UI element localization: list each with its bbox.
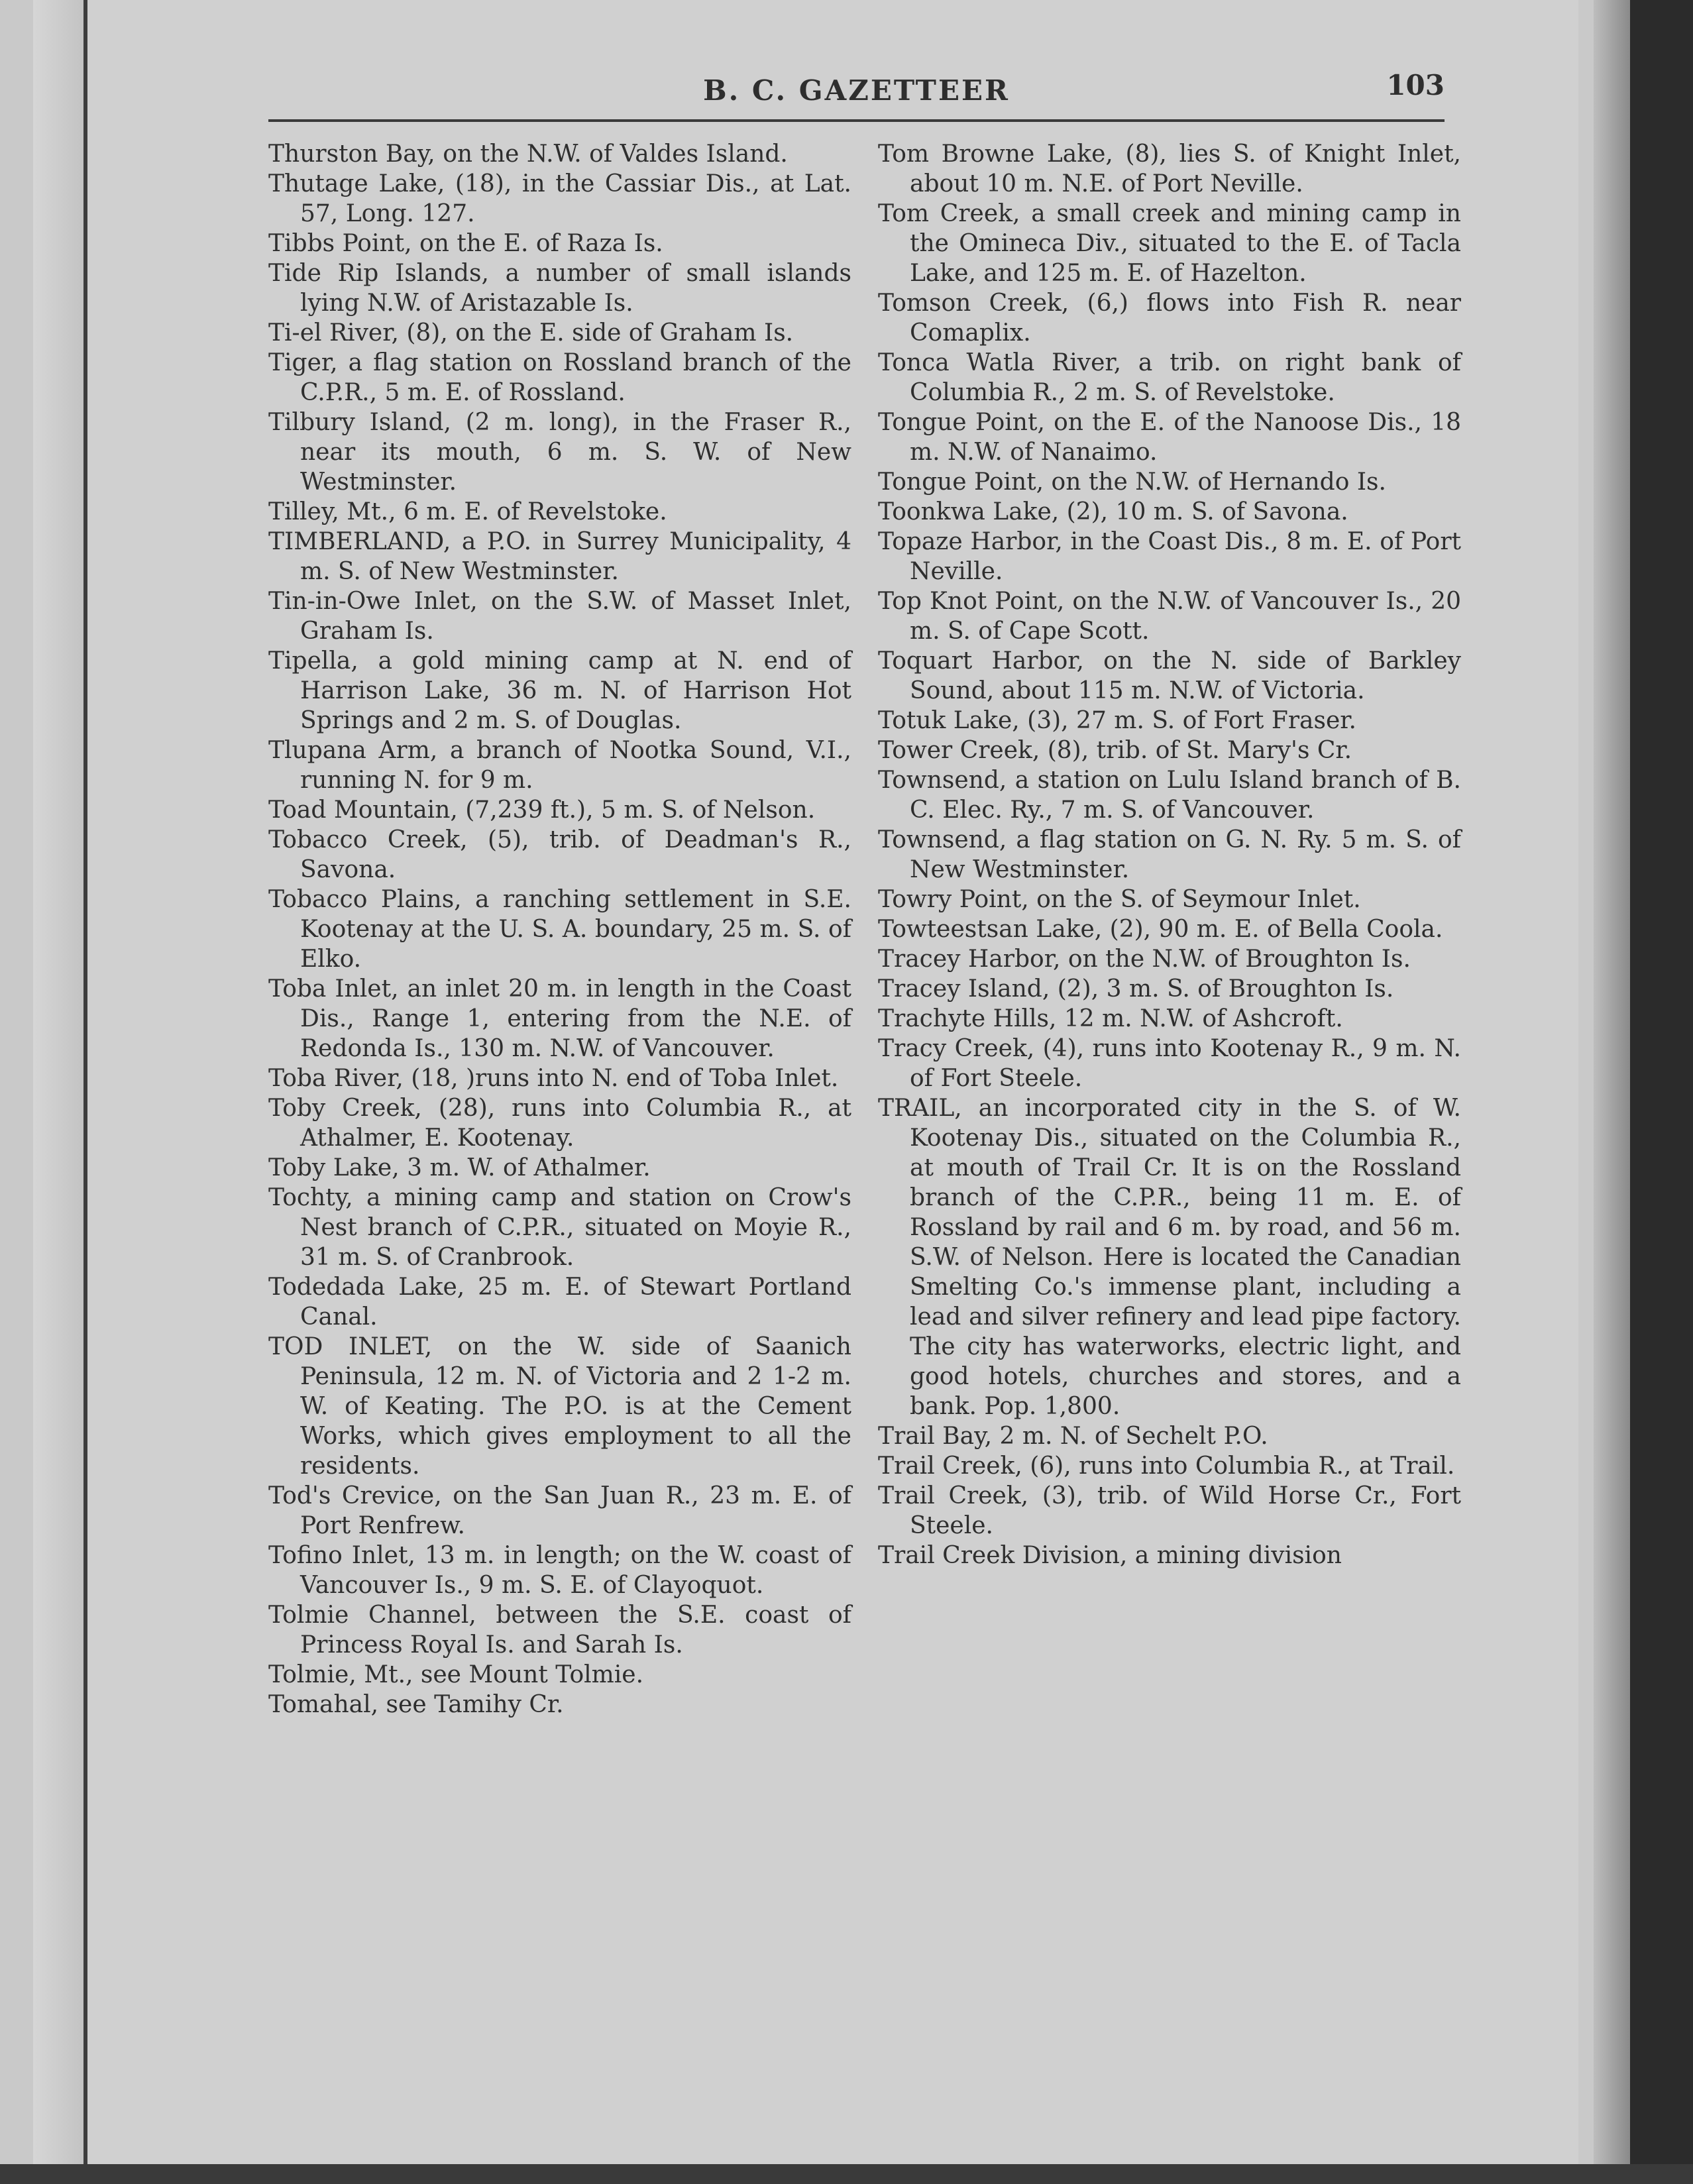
scan-border-bottom — [0, 2164, 1693, 2184]
gazetteer-entry: Townsend, a station on Lulu Island branch of B. C. Elec. Ry., 7 m. S. of Vancouver. — [878, 767, 1461, 824]
gazetteer-entry: Thutage Lake, (18), in the Cassiar Dis., at Lat. 57, Long. 127. — [268, 170, 851, 227]
gazetteer-entry: Tobacco Creek, (5), trib. of Deadman's R., Savona. — [268, 826, 851, 883]
gazetteer-entry: Tofino Inlet, 13 m. in length; on the W. coast of Vancouver Is., 9 m. S. E. of Clayoquot. — [268, 1542, 851, 1599]
gazetteer-entry: Topaze Harbor, in the Coast Dis., 8 m. E. of Port Neville. — [878, 528, 1461, 585]
gazetteer-entry: Totuk Lake, (3), 27 m. S. of Fort Fraser. — [878, 707, 1356, 734]
gazetteer-entry: Trachyte Hills, 12 m. N.W. of Ashcroft. — [878, 1005, 1343, 1032]
gazetteer-entry: Tlupana Arm, a branch of Nootka Sound, V.I., running N. for 9 m. — [268, 737, 851, 794]
gazetteer-entry: TOD INLET, on the W. side of Saanich Peninsula, 12 m. N. of Victoria and 2 1-2 m. W. of Keating. The P.O. is at the Cement Works, which gives employment to all the residents. — [268, 1333, 851, 1480]
gazetteer-entry: Thurston Bay, on the N.W. of Valdes Island. — [268, 140, 788, 168]
gazetteer-entry: Tongue Point, on the E. of the Nanoose Dis., 18 m. N.W. of Nanaimo. — [878, 409, 1461, 466]
gazetteer-entry: Ti-el River, (8), on the E. side of Graham Is. — [268, 319, 794, 347]
gazetteer-entry: Tonca Watla River, a trib. on right bank of Columbia R., 2 m. S. of Revelstoke. — [878, 349, 1461, 406]
gazetteer-entry: Tomson Creek, (6,) flows into Fish R. near Comaplix. — [878, 290, 1461, 347]
gazetteer-entry: Tod's Crevice, on the San Juan R., 23 m. E. of Port Renfrew. — [268, 1482, 851, 1539]
gazetteer-entry: Tipella, a gold mining camp at N. end of Harrison Lake, 36 m. N. of Harrison Hot Springs and 2 m. S. of Douglas. — [268, 647, 851, 734]
gazetteer-entry: Towteestsan Lake, (2), 90 m. E. of Bella Coola. — [878, 916, 1443, 943]
gazetteer-entry: Toby Creek, (28), runs into Columbia R., at Athalmer, E. Kootenay. — [268, 1095, 851, 1152]
gazetteer-entry: Toba River, (18, )runs into N. end of Toba Inlet. — [268, 1065, 839, 1092]
page-title: B. C. GAZETTEER — [703, 74, 1010, 107]
gazetteer-entry: Tracy Creek, (4), runs into Kootenay R., 9 m. N. of Fort Steele. — [878, 1035, 1461, 1092]
gazetteer-entry: Tongue Point, on the N.W. of Hernando Is. — [878, 468, 1386, 496]
gazetteer-entry: Tom Creek, a small creek and mining camp in the Omineca Div., situated to the E. of Tacla Lake, and 125 m. E. of Hazelton. — [878, 200, 1461, 287]
gazetteer-entry: Tolmie Channel, between the S.E. coast of Princess Royal Is. and Sarah Is. — [268, 1602, 851, 1659]
gazetteer-entry: Trail Creek, (3), trib. of Wild Horse Cr., Fort Steele. — [878, 1482, 1461, 1539]
gazetteer-entry: Tracey Island, (2), 3 m. S. of Broughton Is. — [878, 975, 1394, 1003]
gazetteer-entry: Tibbs Point, on the E. of Raza Is. — [268, 230, 663, 257]
gazetteer-entry: Tobacco Plains, a ranching settlement in S.E. Kootenay at the U. S. A. boundary, 25 m. S. of Elko. — [268, 886, 851, 973]
gazetteer-entry: TRAIL, an incorporated city in the S. of W. Kootenay Dis., situated on the Columbia R., at mouth of Trail Cr. It is on the Rossland branch of the C.P.R., being 11 m. E. of Rossland by rail and 6 m. by road, and 56 m. S.W. of Nelson. Here is located the Canadian Smelting Co.'s immense plant, including a lead and silver refinery and lead pipe factory. The city has waterworks, electric light, and good hotels, churches and stores, and a bank. Pop. 1,800. — [878, 1095, 1461, 1420]
gazetteer-entry: Trail Creek, (6), runs into Columbia R., at Trail. — [878, 1452, 1455, 1480]
gazetteer-entry: Tomahal, see Tamihy Cr. — [268, 1691, 564, 1718]
gazetteer-entry: Tilley, Mt., 6 m. E. of Revelstoke. — [268, 498, 667, 525]
gazetteer-entry: Toad Mountain, (7,239 ft.), 5 m. S. of Nelson. — [268, 796, 816, 824]
gazetteer-entry: Tide Rip Islands, a number of small islands lying N.W. of Aristazable Is. — [268, 260, 851, 317]
left-column — [268, 139, 851, 1720]
right-column — [878, 139, 1461, 1570]
gazetteer-entry: Townsend, a flag station on G. N. Ry. 5 m. S. of New Westminster. — [878, 826, 1461, 883]
gazetteer-entry: Todedada Lake, 25 m. E. of Stewart Portland Canal. — [268, 1274, 851, 1331]
gazetteer-entry: Toonkwa Lake, (2), 10 m. S. of Savona. — [878, 498, 1348, 525]
gazetteer-entry: Toquart Harbor, on the N. side of Barkley Sound, about 115 m. N.W. of Victoria. — [878, 647, 1461, 704]
binding-shadow — [33, 0, 83, 2184]
gazetteer-entry: Tilbury Island, (2 m. long), in the Fraser R., near its mouth, 6 m. S. W. of New Westminster. — [268, 409, 851, 496]
gazetteer-entry: Tower Creek, (8), trib. of St. Mary's Cr. — [878, 737, 1352, 764]
gazetteer-entry: Trail Creek Division, a mining division — [878, 1542, 1342, 1569]
gazetteer-entry: Toba Inlet, an inlet 20 m. in length in the Coast Dis., Range 1, entering from the N.E. of Redonda Is., 130 m. N.W. of Vancouver. — [268, 975, 851, 1062]
gazetteer-entry: TIMBERLAND, a P.O. in Surrey Municipality, 4 m. S. of New Westminster. — [268, 528, 851, 585]
gazetteer-entry: Tom Browne Lake, (8), lies S. of Knight Inlet, about 10 m. N.E. of Port Neville. — [878, 140, 1461, 197]
scan-border-right — [1630, 0, 1693, 2184]
page-number: 103 — [1386, 69, 1445, 101]
scan-shadow — [1594, 0, 1630, 2184]
gazetteer-entry: Towry Point, on the S. of Seymour Inlet. — [878, 886, 1361, 913]
gazetteer-entry: Tolmie, Mt., see Mount Tolmie. — [268, 1661, 644, 1688]
gazetteer-entry: Top Knot Point, on the N.W. of Vancouver Is., 20 m. S. of Cape Scott. — [878, 588, 1461, 645]
gazetteer-entry: Trail Bay, 2 m. N. of Sechelt P.O. — [878, 1423, 1268, 1450]
page-header — [268, 66, 1445, 122]
gazetteer-entry: Tin-in-Owe Inlet, on the S.W. of Masset Inlet, Graham Is. — [268, 588, 851, 645]
gazetteer-entry: Tochty, a mining camp and station on Crow's Nest branch of C.P.R., situated on Moyie R., 31 m. S. of Cranbrook. — [268, 1184, 851, 1271]
gazetteer-entry: Tracey Harbor, on the N.W. of Broughton Is. — [878, 946, 1411, 973]
gazetteer-entry: Toby Lake, 3 m. W. of Athalmer. — [268, 1154, 651, 1181]
gazetteer-entry: Tiger, a flag station on Rossland branch of the C.P.R., 5 m. E. of Rossland. — [268, 349, 851, 406]
